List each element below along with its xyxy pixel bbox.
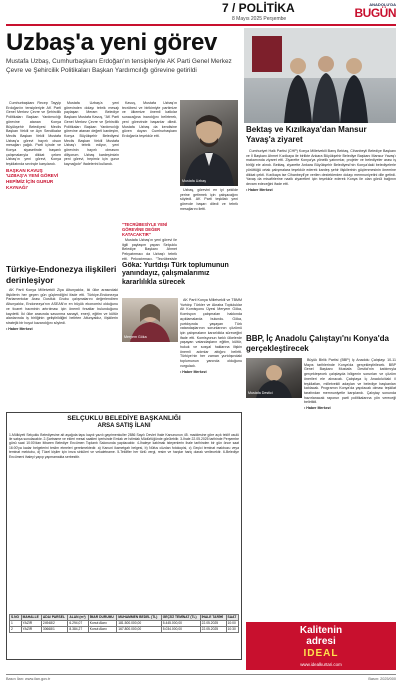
side-bottom-photo xyxy=(246,358,302,398)
lead-deck: Mustafa Uzbaş, Cumhurbaşkanı Erdoğan'ın tensipleriyle AK Parti Genel Merkez Çevre ve Şehircilik Politikaları Başkan Yardımcılığı görevine getirildi xyxy=(6,58,232,74)
meeting-photo-icon xyxy=(244,28,396,123)
feature-body xyxy=(180,298,242,410)
lead-headline: Uzbaş'a yeni görev xyxy=(6,29,218,56)
table-cell: 6.294,07 xyxy=(68,620,88,626)
tender-header-cell: MAHALLE xyxy=(21,614,41,620)
table-cell: 8.384,27 xyxy=(68,626,88,632)
table-cell: 22.05.2025 xyxy=(200,620,226,626)
brand-top: ANADOLU'DA xyxy=(369,2,396,7)
side-bottom-byline: • Haber Merkezi xyxy=(304,406,331,411)
ad-line-2: adresi xyxy=(306,636,336,647)
feature-byline: • Haber Merkezi xyxy=(180,369,207,374)
ad-line-3: IDEAL xyxy=(303,648,339,659)
table-cell: YAZIR xyxy=(21,626,41,632)
tender-header-cell: MUHAMMEN BEDEL (TL) xyxy=(117,614,161,620)
lead-column-2 xyxy=(64,101,119,251)
tender-notice xyxy=(6,412,242,660)
table-cell: 2 xyxy=(10,626,22,632)
side-top-headline: Bektaş ve Kızılkaya'dan Mansur Yavaş'a ziyaret xyxy=(246,125,367,144)
table-cell: 181.500.000,00 xyxy=(117,620,161,626)
mid-left-byline: • Haber Merkezi xyxy=(6,326,33,331)
mid-quote-block xyxy=(122,222,177,260)
side-bottom-photo-caption: Mustafa Destici xyxy=(248,391,273,395)
table-cell: 5.034.000,00 xyxy=(161,626,200,632)
side-bottom-paragraph: Büyük Birlik Partisi (BBP) İç Anadolu Çalıştayı 10-11 Mayıs tarihlerinde Konya'da gerçekleştirilecek. BBP Genel Başkanı Mustafa Destici'nin katılımıyla gerçekleşecek çalıştayda bölgenin sorunları ve çözüm önerileri ele alınacak. Çalıştaya İç Anadolu'daki il teşkilatları, milletvekili adayları ve belediye başkanları katılacak. Programın Konya'da yapılacak olması teşkilat tarafından memnuniyetle karşılandı. Çalıştay sonunda hazırlanacak raporun parti politikalarına yön vereceği belirtildi. xyxy=(304,358,396,405)
side-bottom-body xyxy=(304,358,396,620)
lead-photo xyxy=(180,100,238,186)
footer-rule xyxy=(6,674,396,675)
tender-title: SELÇUKLU BELEDİYE BAŞKANLIĞI xyxy=(67,415,181,422)
page-section: 7 / POLİTİKA xyxy=(222,1,295,15)
table-cell: Konut Alanı xyxy=(88,626,117,632)
tender-header-cell: ADA/ PARSEL xyxy=(41,614,68,620)
tender-header-cell: GEÇİCİ TEMİNAT (TL) xyxy=(161,614,200,620)
feature-paragraph: AK Parti Konya Milletvekili ve TBMM Yurtdışı Türkler ve Akraba Topluluklar Alt Komisyonu Üyesi Meryem Göka, Komisyon çalışmaları hakkında açıklamalarda bulundu. Göka, yurtdışında yaşayan Türk vatandaşlarının sorunlarının çözümü için çalışmaların kararlılıkla süreceğini ifade etti. Komisyonun farklı ülkelerde yaşayan vatandaşların eğitim, kültür, hukuk ve sosyal haklarına ilişkin önemli adımlar attığını belirtti. Türkiye'nin her zaman yurtdışındaki toplumunun yanında olduğunu vurguladı. xyxy=(180,298,242,368)
ad-website: www.idealkurtari.com xyxy=(300,662,342,667)
lead-column-1 xyxy=(6,101,61,251)
lead-paragraph-3: Kavuş, Mustafa Uzbaş'ın tecrübesi ve birikimiyle partimize ve ülkemize önemli katkılar sunacağına inandığını belirterek, yeni görevinde başarılar diledi. Mustafa Uzbaş da kendisine güven duyan Cumhurbaşkanı Erdoğan'a teşekkür etti. xyxy=(122,101,177,138)
advertisement-box xyxy=(246,622,396,670)
tender-header-cell: S.NO xyxy=(10,614,22,620)
side-bottom-headline: BBP, İç Anadolu Çalıştayı'nı Konya'da gerçekleştirecek xyxy=(246,334,389,353)
mid-left-paragraph: AK Parti Konya Milletvekili Ziya Altunyaldız, iki ülke arasındaki ilişkilerin her geçen gün güçlendiğini ifade etti. Türkiye-Endonezya Parlamentolar Arası Dostluk Grubu çalışmalarını değerlendiren Altunyaldız, Endonezya'nın ASEAN'ın en büyük ekonomisi olduğunu ve ticaret hacminin artırılması için önemli fırsatlar bulunduğunu kaydetti. İki ülke arasında savunma sanayii, enerji, eğitim ve kültür alanlarında iş birliğinin geliştirildiğini belirten Altunyaldız, ilişkilerin stratejik bir boyut kazandığını söyledi. xyxy=(6,288,118,325)
tender-body: 1-Mülkiyeti Selçuklu Belediyesine ait aşağıda tapu kaydı yazılı gayrimenkuller 2886 Sayılı Devlet İhale Kanununun 45. maddesine göre açık teklif usulü ile satışa sunulacaktır. 2-Şartname ve ekleri mesai saatleri içerisinde Emlak ve İstimlak Müdürlüğünde görülebilir. 3-İhale 22.05.2025 tarihinde Perşembe günü saat 10:00'dan itibaren Belediye Encümen Toplantı Salonunda yapılacaktır. 4-İhaleye katılmak isteyenlerin ihale tarihinden bir gün önce saat 16:00'ya kadar belgelerini teslim etmeleri gerekmektedir. a) Kanuni ikametgah belgesi, b) Nüfus cüzdan fotokopisi, c) Geçici teminat makbuzu veya teminat mektubu, d) Tüzel kişiler için imza sirküleri ve vekaletname. 5-Teklifler her türlü vergi, resim ve harçlar hariç olarak verilecektir. 6-Belediye Encümeni ihaleyi yapıp yapmamakta serbesttir. xyxy=(9,432,239,459)
mid-quote-title: "TECRÜBESİYLE YENİ GÖREVİNE DEĞER KATACAKTIR" xyxy=(122,222,168,237)
tender-subtitle: ARSA SATIŞ İLANI xyxy=(97,423,151,429)
header-rule xyxy=(6,24,396,26)
table-cell: 10:30 xyxy=(226,626,238,632)
lead-paragraph-2: Mustafa Uzbaş'a yeni görevinden dolayı tebrik mesajı paylaşan Meram Belediye Başkanı Mustafa Kavuş, "AK Parti Genel Merkez Çevre ve Şehircilik Politikaları Başkan Yardımcılığı görevine atanan değerli kardeşim, Konya Büyükşehir Belediyesi Meclis Başkan Vekili Mustafa Uzbaş'ı tebrik ediyor, yeni görevinin hayırlı olmasını diliyorum. Uzbaş kardeşimizin yeni görevi, hepimiz için gurur kaynağıdır" ifadelerini kullandı. xyxy=(64,101,119,167)
side-top-body xyxy=(246,149,396,331)
footer-right: Basın: 2025/000 xyxy=(368,677,396,681)
mid-left-body xyxy=(6,288,118,408)
table-cell: 5.445.000,00 xyxy=(161,620,200,626)
issue-date: 8 Mayıs 2025 Perşembe xyxy=(232,16,287,22)
table-cell: 1 xyxy=(10,620,22,626)
tender-header-cell: ALAN (m²) xyxy=(68,614,88,620)
lead-paragraph-1: Cumhurbaşkanı Recep Tayyip Erdoğan'ın tensipleriyle AK Parti Genel Merkez Çevre ve Şehircilik Politikaları Başkan Yardımcılığı görevine atanan Konya Büyükşehir Belediyesi Meclis Başkan Vekili ve Ayrı Sendikalar Meclis Başkan Vekili Mustafa Uzbaş'a görevi hayırlı olsun mesajları yağdı. Parti içinde ve Konya siyasetinde başarılı çalışmalarıyla dikkat çeken Uzbaş'ın yeni görevi, Konya teşkilatında sevinçle karşılandı. xyxy=(6,101,61,167)
brand-logo xyxy=(352,2,396,23)
table-row xyxy=(10,626,239,632)
brand-main: BUGÜN xyxy=(354,6,396,20)
feature-photo-caption: Meryem Göka xyxy=(124,335,147,339)
feature-photo xyxy=(122,298,178,342)
tender-header-cell: SAAT xyxy=(226,614,238,620)
lead-column-4 xyxy=(180,188,238,248)
table-cell: 24948/2 xyxy=(41,620,68,626)
table-cell: 10:00 xyxy=(226,620,238,626)
lead-photo-caption: Mustafa Uzbaş xyxy=(182,179,206,183)
footer-left: Basın İlan: www.ilan.gov.tr xyxy=(6,677,51,681)
table-cell: Konut Alanı xyxy=(88,620,117,626)
side-top-paragraph: Cumhuriyet Halk Partisi (CHP) Konya Milletvekili Barış Bektaş, Cihanbeyli Belediye Başkanı ve İl Başkanı Ahmet Kızılkaya ile birlikte Ankara Büyükşehir Belediye Başkanı Mansur Yavaş'ı makamında ziyaret etti. Ziyarette Konya'ya yönelik yatırımlar, projeler ve belediyeler arası iş birliği ele alındı. Bektaş, ziyarette Ankara Büyükşehir Belediyesi'nin Konya'daki belediyelerle yürüttüğü ortak çalışmalara teşekkür ederek kardeş şehir ilişkilerinin güçlenmesinin önemine dikkat çekti. Kızılkaya ise Cihanbeyli'ye verilen desteklerden dolayı memnuniyetini dile getirdi. Yavaş da misafirlerine nazik ziyaretleri için teşekkür ederek Konya ile olan gönül bağının devam edeceğini ifade etti. xyxy=(246,149,396,186)
page-header xyxy=(0,0,400,28)
tender-header-cell: İMAR DURUMU xyxy=(88,614,117,620)
tender-table xyxy=(9,614,239,634)
feature-headline: Göka: Yurtdışı Türk toplumunun yanındayız, çalışmalarımız kararlılıkla sürecek xyxy=(122,262,229,286)
lead-quote: BAŞKAN KAVUŞ 'UZBAŞ'A YENİ GÖREVİ HEPİMİZ İÇİN GURUR KAYNAĞI' xyxy=(6,167,59,190)
side-top-photo xyxy=(244,28,396,123)
portrait-silhouette-icon xyxy=(180,100,238,186)
mid-quote-body: Mustafa Uzbaş'ın yeni görevi ile ilgili paylaşım yapan Selçuklu Belediye Başkanı Ahmet Pekyatırmacı da Uzbaş'ı tebrik etti. Pekyatırmacı, "Tecrübesiyle xyxy=(122,238,177,260)
ad-line-1: Kalitenin xyxy=(299,625,343,636)
table-cell: 30668/1 xyxy=(41,626,68,632)
table-cell: 22.05.2025 xyxy=(200,626,226,632)
tender-header-cell: İHALE TARİHİ xyxy=(200,614,226,620)
lead-column-3 xyxy=(122,101,177,221)
table-cell: YAZIR xyxy=(21,620,41,626)
lead-paragraph-4: Uzbaş, görevini en iyi şekilde yerine getirmek için çalışacağını söyledi. AK Parti teşkilatı yeni görevde başarı diledi ve tebrik mesajlarını iletti. xyxy=(180,188,238,211)
table-cell: 167.800.000,00 xyxy=(117,626,161,632)
mid-left-headline: Türkiye-Endonezya ilişkileri derinleşiyor xyxy=(6,264,117,285)
side-top-byline: • Haber Merkezi xyxy=(246,187,273,192)
